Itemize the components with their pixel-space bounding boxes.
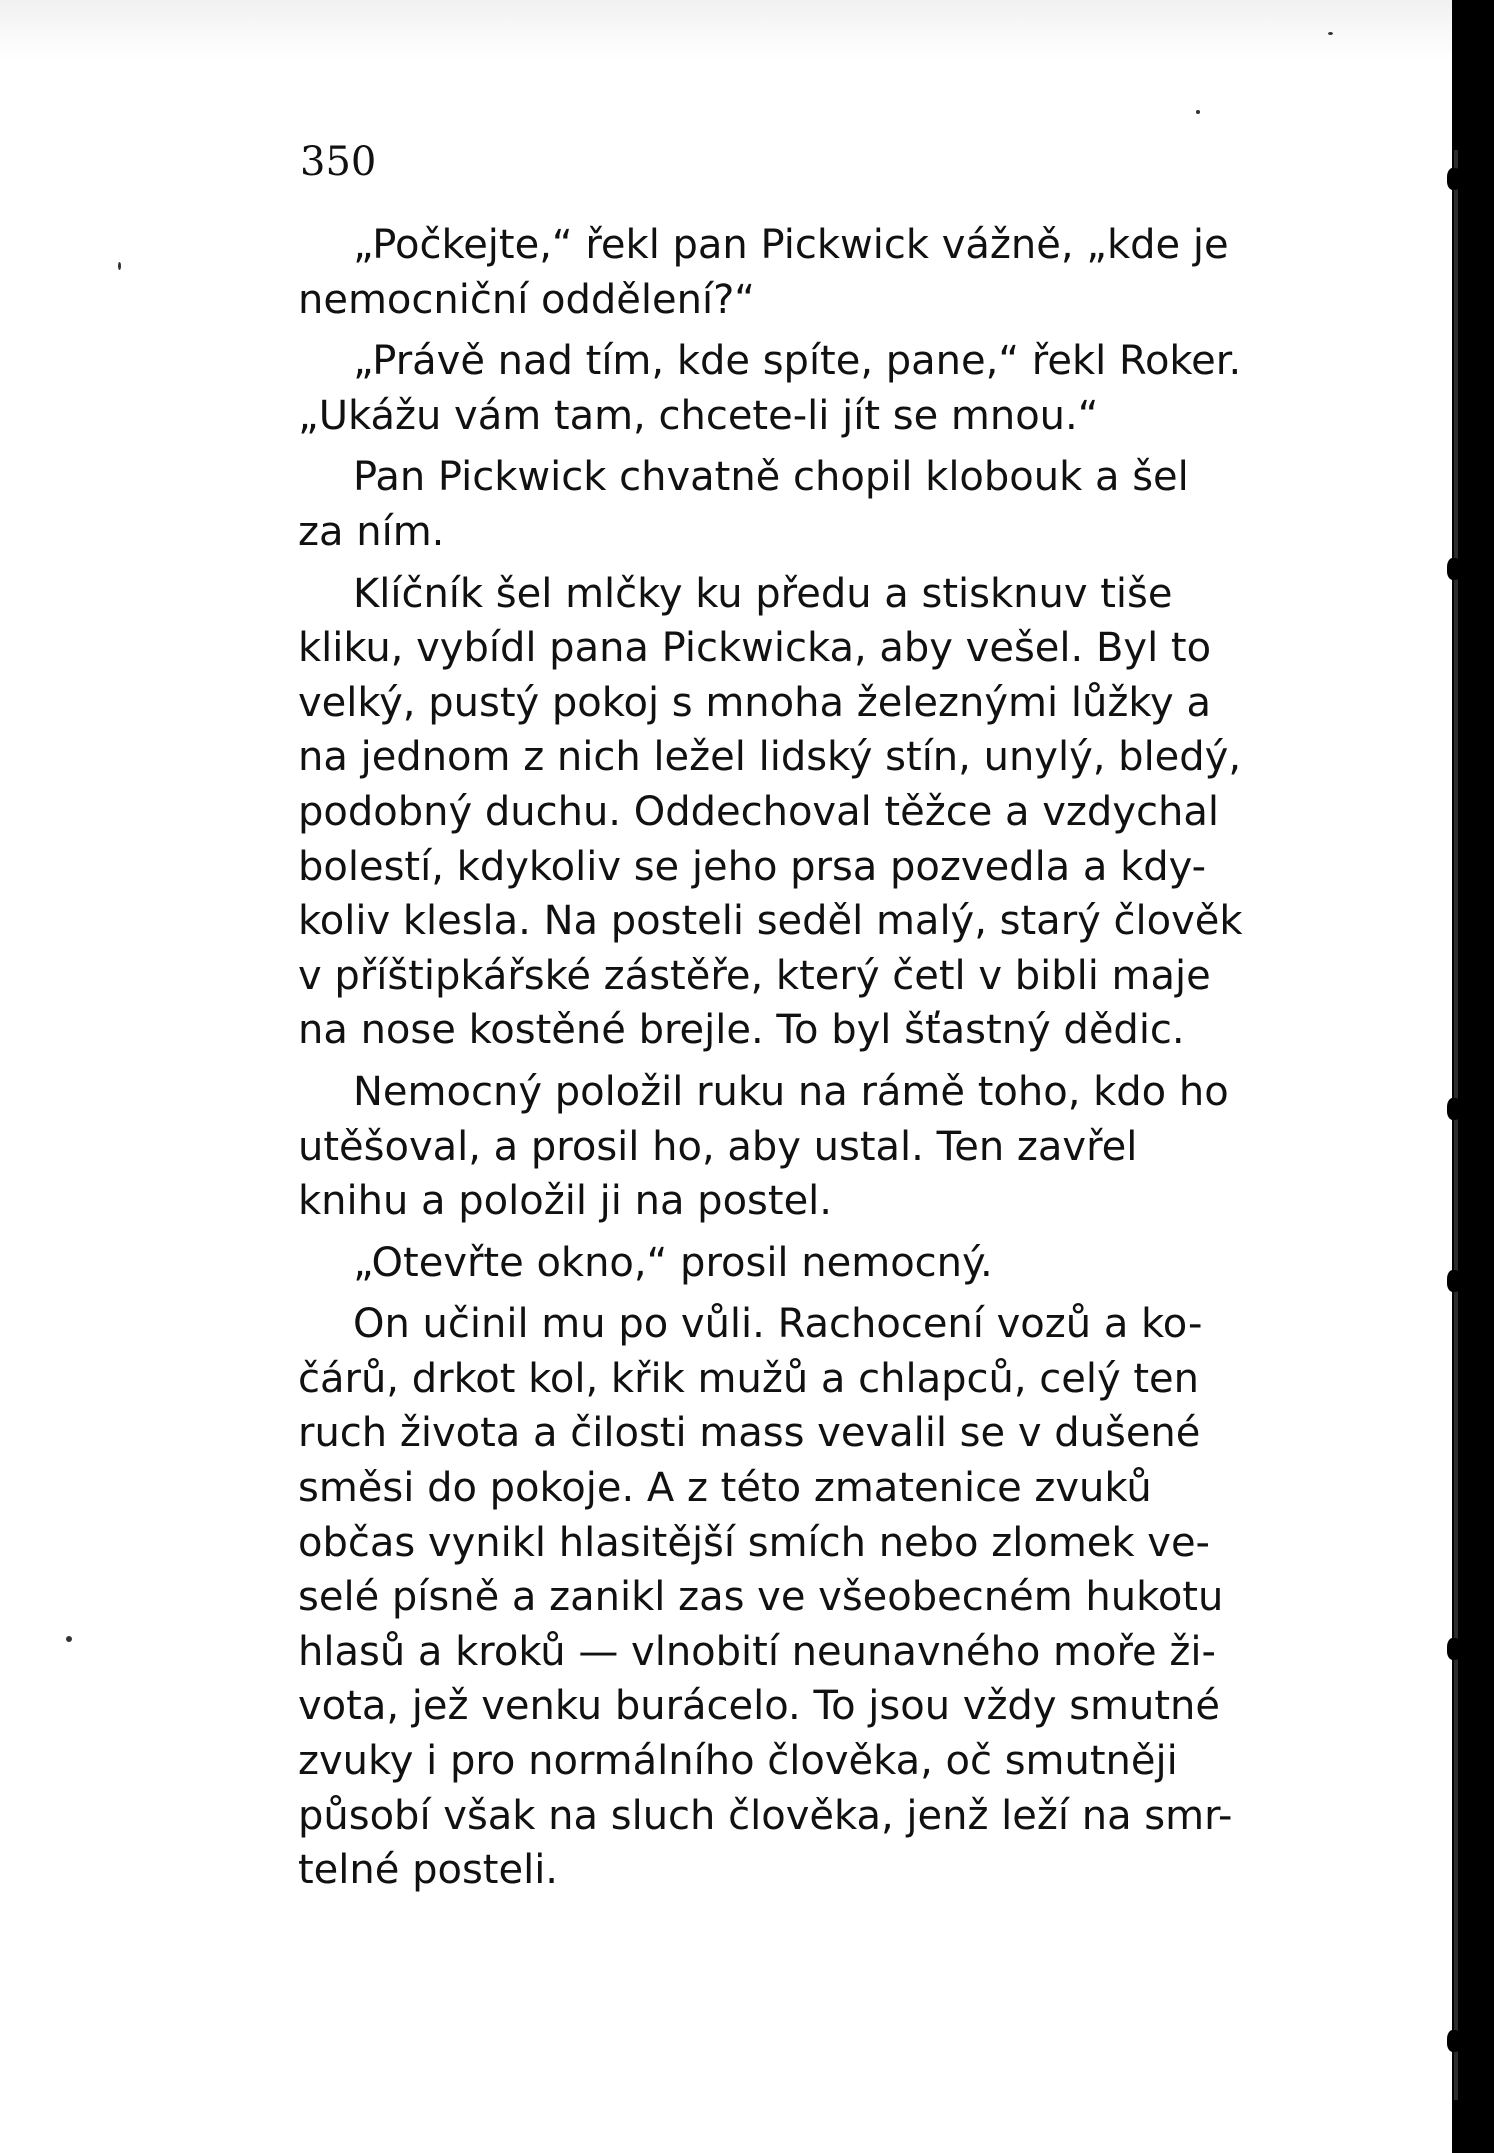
text-line: koliv klesla. Na posteli seděl malý, starý člověk (298, 898, 1243, 945)
text-line: vota, jež venku burácelo. To jsou vždy smutné (298, 1683, 1221, 1730)
text-line: podobný duchu. Oddechoval těžce a vzdychal (298, 788, 1219, 835)
paragraph (298, 567, 1350, 1058)
paragraph (298, 1236, 1350, 1291)
text-line: bolestí, kdykoliv se jeho prsa pozvedla a kdy- (298, 843, 1207, 890)
scan-edge (1452, 0, 1494, 2153)
text-line: hlasů a kroků — vlnobití neunavného moře ži- (298, 1628, 1216, 1675)
text-line: Pan Pickwick chvatně chopil klobouk a šel (353, 454, 1189, 501)
binding-mark (1447, 558, 1461, 580)
paragraph (298, 218, 1350, 327)
ink-speck (118, 262, 121, 270)
text-line: „Právě nad tím, kde spíte, pane,“ řekl Roker. (353, 338, 1242, 385)
text-line: působí však na sluch člověka, jenž leží na smr- (298, 1792, 1233, 1839)
ink-speck (1328, 32, 1333, 35)
page-number: 350 (300, 139, 377, 185)
text-line: kliku, vybídl pana Pickwicka, aby vešel. Byl to (298, 625, 1212, 672)
text-line: utěšoval, a prosil ho, aby ustal. Ten zavřel (298, 1123, 1138, 1170)
binding-mark (1447, 1638, 1461, 1660)
text-line: zvuky i pro normálního člověka, oč smutněji (298, 1738, 1178, 1785)
binding-mark (1447, 1098, 1461, 1120)
binding-mark (1447, 168, 1461, 190)
text-line: Nemocný položil ruku na rámě toho, kdo ho (353, 1068, 1229, 1115)
text-line: „Ukážu vám tam, chcete-li jít se mnou.“ (298, 392, 1099, 439)
binding-mark (1447, 2030, 1461, 2052)
text-line: „Počkejte,“ řekl pan Pickwick vážně, „kde je (353, 222, 1229, 268)
text-line: občas vynikl hlasitější smích nebo zlomek ve- (298, 1519, 1210, 1566)
text-line: velký, pustý pokoj s mnoha železnými lůžky a (298, 679, 1211, 726)
binding-mark (1447, 1270, 1461, 1292)
text-line: za ním. (298, 508, 445, 555)
text-line: v příštipkářské zástěře, který četl v bibli maje (298, 952, 1211, 999)
text-line: směsi do pokoje. A z této zmatenice zvuků (298, 1465, 1152, 1512)
paragraph (298, 450, 1350, 559)
text-line: na jednom z nich ležel lidský stín, unylý, bledý, (298, 734, 1242, 781)
text-line: knihu a položil ji na postel. (298, 1178, 833, 1225)
text-line: čárů, drkot kol, křik mužů a chlapců, celý ten (298, 1355, 1200, 1402)
text-line: „Otevřte okno,“ prosil nemocný. (353, 1239, 993, 1286)
body-text (298, 218, 1350, 1905)
text-line: telné posteli. (298, 1847, 559, 1894)
text-line: ruch života a čilosti mass vevalil se v dušené (298, 1410, 1201, 1457)
ink-speck (66, 1636, 72, 1642)
binding-line (1454, 150, 1458, 2100)
text-line: na nose kostěné brejle. To byl šťastný dědic. (298, 1007, 1185, 1054)
ink-speck (1196, 110, 1200, 114)
paragraph (298, 1065, 1350, 1229)
text-line: selé písně a zanikl zas ve všeobecném hukotu (298, 1574, 1224, 1621)
paragraph (298, 1297, 1350, 1898)
paragraph (298, 334, 1350, 443)
page-top-shadow (0, 0, 1452, 60)
text-line: nemocniční oddělení?“ (298, 276, 756, 323)
text-line: On učinil mu po vůli. Rachocení vozů a ko- (353, 1301, 1203, 1348)
text-line: Klíčník šel mlčky ku předu a stisknuv tiše (353, 570, 1173, 617)
